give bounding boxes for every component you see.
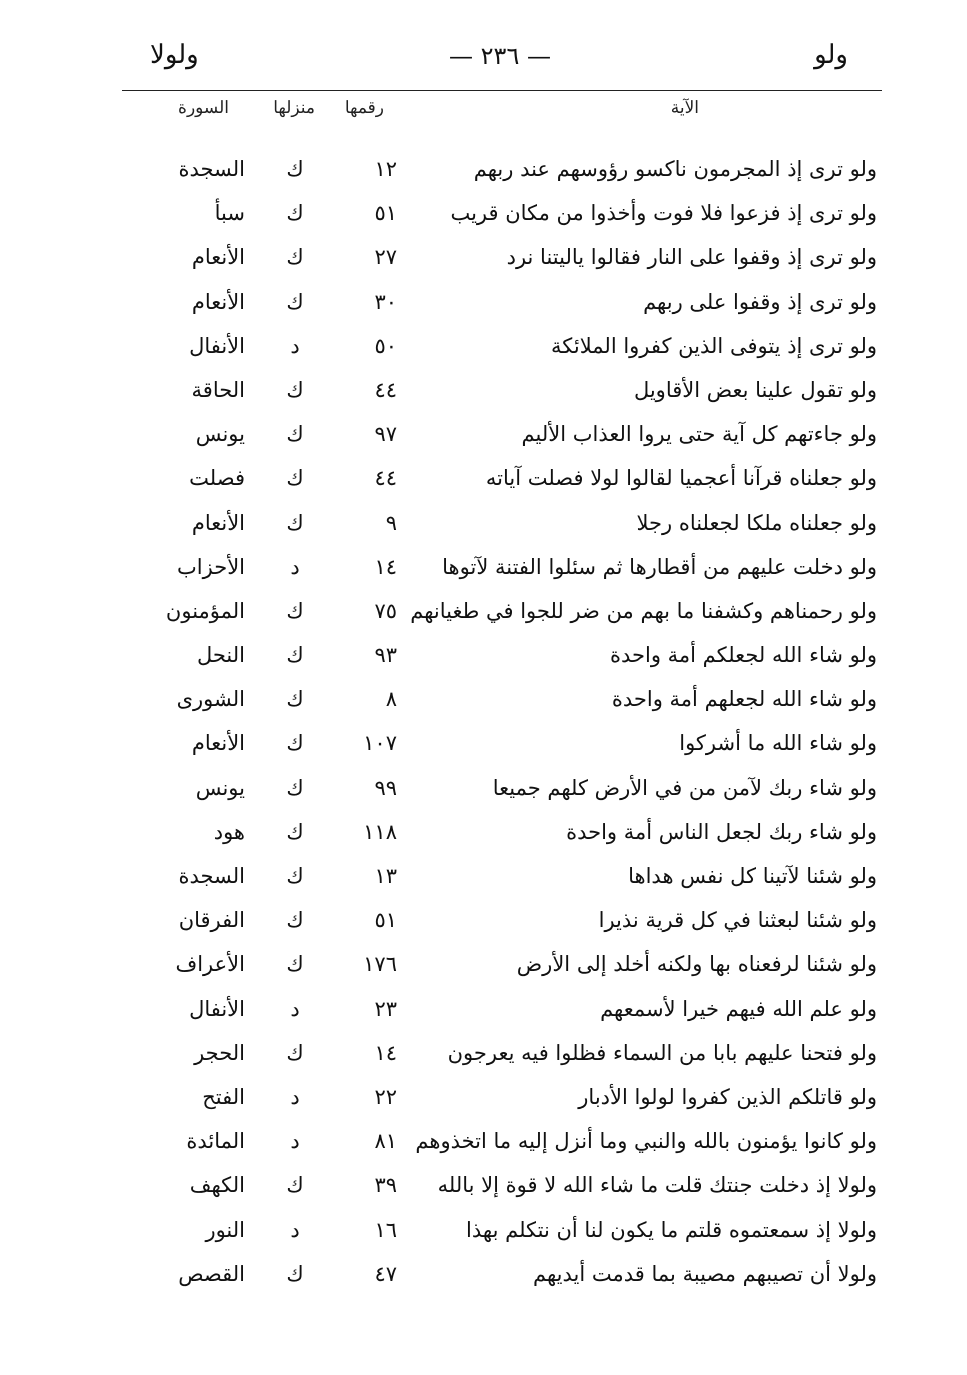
table-row xyxy=(0,194,967,238)
ayah-number: ١٠٧ xyxy=(363,731,397,756)
ayah-text: ولو تقول علينا بعض الأقاويل xyxy=(633,377,877,402)
surah-name: فصلت xyxy=(189,466,245,491)
surah-name: الأنعام xyxy=(191,245,245,270)
surah-name: الأنعام xyxy=(191,510,245,535)
surah-name: الكهف xyxy=(189,1173,245,1198)
ayah-text: ولو ترى إذ يتوفى الذين كفروا الملائكة xyxy=(551,333,877,358)
ayah-number: ١١٨ xyxy=(363,819,397,844)
ayah-text: ولو شاء ربك لجعل الناس أمة واحدة xyxy=(566,819,877,844)
table-row xyxy=(0,1166,967,1210)
ayah-text: ولو شاء الله لجعلكم أمة واحدة xyxy=(609,643,877,668)
table-row xyxy=(0,813,967,857)
surah-name: يونس xyxy=(195,775,245,800)
ayah-text: ولو كانوا يؤمنون بالله والنبي وما أنزل إليه ما اتخذوهم xyxy=(415,1129,877,1154)
surah-name: الحجر xyxy=(194,1040,245,1065)
revelation-place: ك xyxy=(286,908,304,933)
surah-name: سبأ xyxy=(214,201,245,226)
table-row xyxy=(0,769,967,813)
table-row xyxy=(0,990,967,1034)
ayah-number: ٥١ xyxy=(374,908,397,933)
column-header-surah: السورة xyxy=(178,98,229,118)
surah-name: يونس xyxy=(195,422,245,447)
header-last-word: ولولا xyxy=(150,40,199,70)
revelation-place: ك xyxy=(286,819,304,844)
table-row xyxy=(0,1034,967,1078)
surah-name: السجدة xyxy=(178,157,245,181)
revelation-place: ك xyxy=(286,952,304,977)
table-row xyxy=(0,415,967,459)
revelation-place: ك xyxy=(286,157,304,181)
ayah-text: ولولا إذ سمعتموه قلتم ما يكون لنا أن نتكلم بهذا xyxy=(466,1217,877,1242)
surah-name: القصص xyxy=(178,1261,245,1286)
ayah-number: ٣٩ xyxy=(374,1173,397,1198)
ayah-number: ١٣ xyxy=(374,864,397,888)
ayah-text: ولو ترى إذ فزعوا فلا فوت وأخذوا من مكان قريب xyxy=(450,201,877,226)
ayah-number: ٢٢ xyxy=(374,1084,397,1109)
revelation-place: ك xyxy=(286,245,304,270)
ayah-number: ٢٣ xyxy=(374,996,397,1021)
table-row xyxy=(0,857,967,901)
revelation-place: ك xyxy=(286,510,304,535)
surah-name: الأحزاب xyxy=(177,554,245,579)
revelation-place: ك xyxy=(286,1173,304,1198)
surah-name: الأنعام xyxy=(191,731,245,756)
revelation-place: د xyxy=(290,1129,300,1154)
ayah-number: ٩ xyxy=(385,510,397,535)
revelation-place: ك xyxy=(286,643,304,668)
revelation-place: ك xyxy=(286,1040,304,1065)
table-row xyxy=(0,680,967,724)
revelation-place: د xyxy=(290,996,300,1021)
ayah-text: ولو ترى إذ المجرمون ناكسو رؤوسهم عند ربهم xyxy=(473,157,877,181)
column-header-ayah: الآية xyxy=(670,98,699,118)
ayah-text: ولو ترى إذ وقفوا على ربهم xyxy=(643,289,877,314)
header-rule xyxy=(122,90,882,91)
page-number: — ٢٣٦ — xyxy=(449,42,551,70)
revelation-place: د xyxy=(290,333,300,358)
ayah-number: ٤٤ xyxy=(374,377,397,402)
table-row xyxy=(0,371,967,415)
ayah-text: ولو قاتلكم الذين كفروا لولوا الأدبار xyxy=(578,1084,877,1109)
table-row xyxy=(0,150,967,194)
ayah-number: ٨١ xyxy=(374,1129,397,1154)
ayah-text: ولو شاء الله ما أشركوا xyxy=(679,731,877,756)
table-row xyxy=(0,1122,967,1166)
table-row xyxy=(0,1078,967,1122)
ayah-number: ١٢ xyxy=(374,157,397,181)
table-row xyxy=(0,592,967,636)
ayah-number: ٥١ xyxy=(374,201,397,226)
table-row xyxy=(0,901,967,945)
table-row xyxy=(0,1211,967,1255)
table-row xyxy=(0,283,967,327)
column-header-place: منزلها xyxy=(273,98,315,118)
table-row xyxy=(0,724,967,768)
ayah-text: ولولا أن تصيبهم مصيبة بما قدمت أيديهم xyxy=(533,1261,877,1286)
table-row xyxy=(0,327,967,371)
ayah-number: ١٤ xyxy=(374,554,397,579)
surah-name: المائدة xyxy=(186,1129,245,1154)
ayah-text: ولو فتحنا عليهم بابا من السماء فظلوا فيه يعرجون xyxy=(447,1040,877,1065)
revelation-place: ك xyxy=(286,731,304,756)
column-header-number: رقمها xyxy=(344,98,384,118)
ayah-number: ٩٧ xyxy=(374,422,397,447)
ayah-text: ولو جعلناه ملكا لجعلناه رجلا xyxy=(636,510,877,535)
revelation-place: د xyxy=(290,1217,300,1242)
running-header xyxy=(120,40,880,80)
ayah-text: ولو رحمناهم وكشفنا ما بهم من ضر للجوا في طغيانهم xyxy=(410,598,877,623)
surah-name: هود xyxy=(213,819,245,844)
surah-name: النور xyxy=(205,1217,245,1242)
header-first-word: ولو xyxy=(814,40,848,70)
table-row xyxy=(0,238,967,282)
revelation-place: ك xyxy=(286,201,304,226)
revelation-place: ك xyxy=(286,598,304,623)
ayah-number: ٣٠ xyxy=(374,289,397,314)
surah-name: النحل xyxy=(196,643,245,668)
revelation-place: ك xyxy=(286,289,304,314)
ayah-text: ولو شئنا لرفعناه بها ولكنه أخلد إلى الأرض xyxy=(516,952,877,977)
ayah-text: ولو شئنا لبعثنا في كل قرية نذيرا xyxy=(598,908,877,933)
ayah-number: ٩٩ xyxy=(374,775,397,800)
ayah-text: ولو علم الله فيهم خيرا لأسمعهم xyxy=(600,996,877,1021)
ayah-text: ولولا إذ دخلت جنتك قلت ما شاء الله لا قوة إلا بالله xyxy=(437,1173,877,1198)
surah-name: الأنعام xyxy=(191,289,245,314)
ayah-number: ٢٧ xyxy=(374,245,397,270)
table-row xyxy=(0,459,967,503)
ayah-number: ٧٥ xyxy=(374,598,397,623)
table-row xyxy=(0,548,967,592)
ayah-text: ولو شاء الله لجعلهم أمة واحدة xyxy=(611,687,877,712)
revelation-place: ك xyxy=(286,466,304,491)
surah-name: الشورى xyxy=(176,687,245,712)
revelation-place: ك xyxy=(286,422,304,447)
ayah-text: ولو جاءتهم كل آية حتى يروا العذاب الأليم xyxy=(521,422,877,447)
ayah-number: ١٧٦ xyxy=(363,952,397,977)
ayah-number: ١٦ xyxy=(374,1217,397,1242)
ayah-number: ٤٧ xyxy=(374,1261,397,1286)
surah-name: السجدة xyxy=(178,864,245,888)
ayah-text: ولو جعلناه قرآنا أعجميا لقالوا لولا فصلت آياته xyxy=(485,466,877,491)
table-row xyxy=(0,945,967,989)
revelation-place: ك xyxy=(286,864,304,888)
surah-name: الحاقة xyxy=(191,377,245,402)
surah-name: المؤمنون xyxy=(165,598,245,623)
ayah-text: ولو شاء ربك لآمن من في الأرض كلهم جميعا xyxy=(492,775,877,800)
revelation-place: د xyxy=(290,554,300,579)
ayah-number: ٥٠ xyxy=(374,333,397,358)
ayah-text: ولو شئنا لآتينا كل نفس هداها xyxy=(628,864,877,888)
ayah-number: ٩٣ xyxy=(374,643,397,668)
surah-name: الأعراف xyxy=(175,952,245,977)
ayah-number: ٤٤ xyxy=(374,466,397,491)
ayah-number: ٨ xyxy=(385,687,397,712)
surah-name: الأنفال xyxy=(189,333,245,358)
revelation-place: ك xyxy=(286,775,304,800)
table-row xyxy=(0,504,967,548)
table-row xyxy=(0,636,967,680)
revelation-place: ك xyxy=(286,687,304,712)
verse-index-table xyxy=(0,150,967,1299)
revelation-place: ك xyxy=(286,377,304,402)
ayah-text: ولو دخلت عليهم من أقطارها ثم سئلوا الفتنة لآتوها xyxy=(442,554,877,579)
surah-name: الفتح xyxy=(202,1084,245,1109)
ayah-text: ولو ترى إذ وقفوا على النار فقالوا ياليتنا نرد xyxy=(506,245,877,270)
revelation-place: ك xyxy=(286,1261,304,1286)
revelation-place: د xyxy=(290,1084,300,1109)
table-row xyxy=(0,1255,967,1299)
ayah-number: ١٤ xyxy=(374,1040,397,1065)
surah-name: الفرقان xyxy=(178,908,245,933)
surah-name: الأنفال xyxy=(189,996,245,1021)
